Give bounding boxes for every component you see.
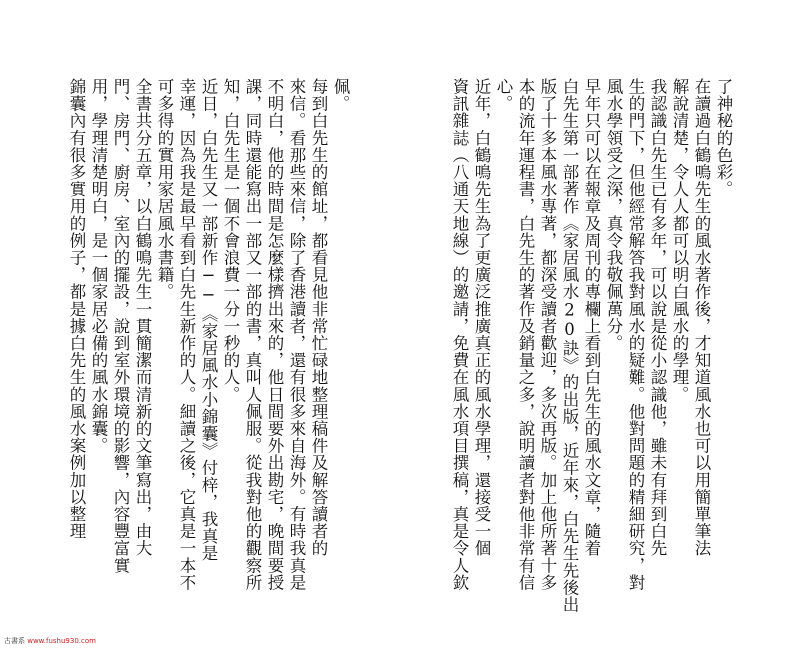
text-column: 不明白，他的時間是怎麼樣擠出來的，他日間要外出勘宅，晚間要授 (265, 78, 284, 591)
text-column: 版了十多本風水專著，都深受讀者歡迎，多次再版。加上他所著十多 (538, 78, 557, 591)
text-column: 每到白先生的館址，都看見他非常忙碌地整理稿件及解答讀者的 (309, 78, 328, 557)
text-column: 幸運，因為我是最早看到白先生新作的人。細讀之後，它真是一本不 (177, 78, 196, 591)
text-column: 全書共分五章，以白鶴鳴先生一貫簡潔而清新的文筆寫出，由大 (133, 78, 152, 557)
text-column: 門、房門、廚房、室內的擺設，說到室外環境的影響，內容豐富實 (111, 78, 130, 574)
text-column: 近年，白鶴鳴先生為了更廣泛推廣真正的風水學理，還接受一個 (472, 78, 491, 557)
text-column: 在讀過白鶴鳴先生的風水著作後，才知道風水也可以用簡單筆法 (692, 78, 711, 557)
watermark-url[interactable]: www.fushu930.com (27, 637, 96, 645)
text-column: 佩。 (331, 78, 350, 113)
text-column: 白先生第一部著作《家居風水20訣》的出版，近年來，白先生先後出 (560, 78, 579, 614)
text-column: 我認識白先生已有多年，可以說是從小認識他，雖未有拜到白先 (648, 78, 667, 557)
text-column: 本的流年運程書，白先生的著作及銷量之多，說明讀者對他非常有信 (516, 78, 535, 591)
text-column: 可多得的實用家居風水書籍。 (155, 78, 174, 301)
text-column: 近日，白先生又一部新作──《家居風水小錦囊》付梓，我真是 (199, 78, 218, 562)
left-page (67, 78, 350, 638)
text-column: 錦囊內有很多實用的例子，都是據白先生的風水案例加以整理 (67, 78, 86, 540)
text-column: 解說清楚，令人人都可以明白風水的學理。 (670, 78, 689, 403)
text-column: 了神秘的色彩。 (714, 78, 733, 198)
text-column: 心。 (494, 78, 513, 113)
text-column: 風水學領受之深，真令我敬佩萬分。 (604, 78, 623, 352)
text-column: 來信。看那些來信，除了香港讀者，還有很多來自海外。有時我真是 (287, 78, 306, 591)
right-page (448, 78, 734, 618)
text-column: 課，同時還能寫出一部又一部的書，真叫人佩服。從我對他的觀察所 (243, 78, 262, 591)
text-column: 生的門下，但他經常解答我對風水的疑難。他對問題的精細研究，對 (626, 78, 645, 591)
watermark-footer (4, 636, 96, 646)
text-column: 資訊雜誌（八通天地線）的邀請，免費在風水項目撰稿，真是令人欽 (450, 78, 469, 591)
text-column: 知，白先生是一個不會浪費一分一秒的人。 (221, 78, 240, 403)
text-column: 早年只可以在報章及周刊的專欄上看到白先生的風水文章，隨着 (582, 78, 601, 557)
text-column: 用，學理清楚明白，是一個家居必備的風水錦囊。 (89, 78, 108, 455)
watermark-label: 古書系 (4, 637, 25, 645)
